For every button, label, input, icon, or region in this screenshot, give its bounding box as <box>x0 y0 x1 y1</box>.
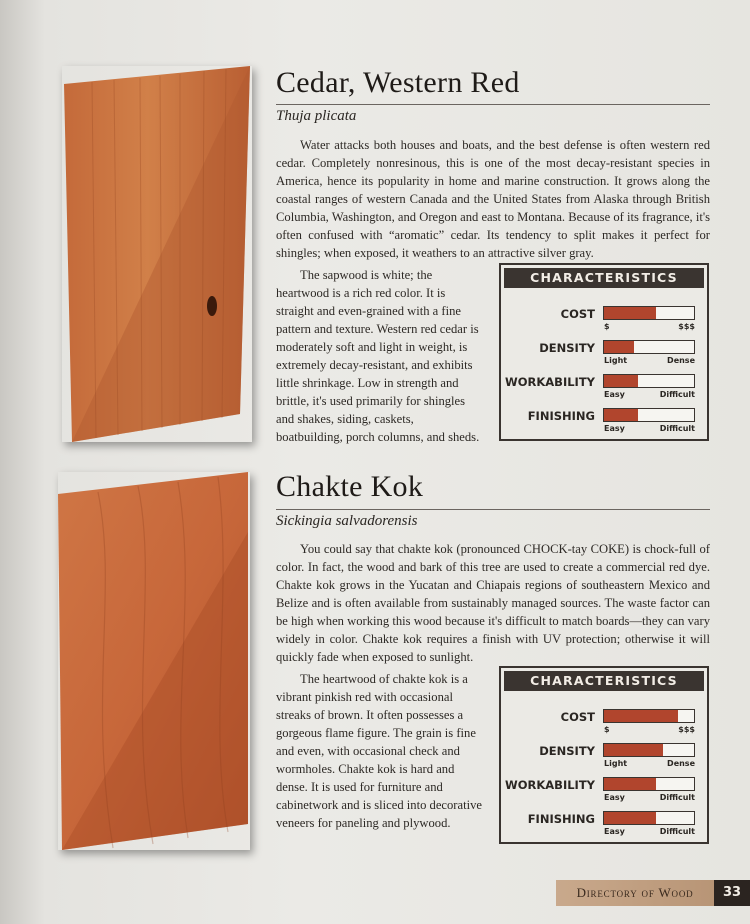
scientific-name: Thuja plicata <box>276 108 357 124</box>
characteristic-label: DENSITY <box>539 744 595 758</box>
scale-high-label: Difficult <box>659 827 695 836</box>
scale-high-label: Dense <box>667 759 695 768</box>
characteristic-label: WORKABILITY <box>505 375 595 389</box>
rating-bar <box>603 408 695 422</box>
characteristic-row-cost <box>501 706 707 736</box>
entry-title: Cedar, Western Red <box>276 66 520 99</box>
scale-high-label: Difficult <box>659 390 695 399</box>
title-rule <box>276 509 710 510</box>
characteristic-row-workability <box>501 774 707 804</box>
rating-bar-fill <box>604 710 678 722</box>
rating-bar-fill <box>604 307 656 319</box>
description-paragraph: Water attacks both houses and boats, and the best defense is often western red cedar. Completely nonresinous, this is one of the most decay-resistant species in America, hence its popularity in home and marine construction. It grows along the coastal ranges of western Canada and the United States from Alaska through British Columbia, Washington, and Oregon and east to Montana. Because of its fragrance, it's often confused with “aromatic” cedar. Its tendency to split makes it perfect for shingles; when exposed, it weathers to an attractive silver gray. <box>276 138 710 260</box>
scale-low-label: Easy <box>604 827 625 836</box>
rating-bar-fill <box>604 375 638 387</box>
entry-title: Chakte Kok <box>276 470 424 503</box>
description-paragraph: The heartwood of chakte kok is a vibrant pinkish red with occasional streaks of brown. It often possesses a gorgeous flame figure. The grain is fine and even, with occasional check and wormholes. Chakte kok is hard and dense. It is used for furniture and cabinetwork and is sliced into decorative veneers for paneling and plywood. <box>276 672 482 830</box>
characteristic-label: DENSITY <box>539 341 595 355</box>
characteristic-label: FINISHING <box>527 812 595 826</box>
rating-bar <box>603 340 695 354</box>
characteristic-row-finishing <box>501 405 707 435</box>
characteristic-label: WORKABILITY <box>505 778 595 792</box>
rating-bar <box>603 709 695 723</box>
cedar-wood-sample-image <box>62 66 252 442</box>
running-footer-section: Directory of Wood <box>556 880 714 906</box>
characteristic-row-density <box>501 740 707 770</box>
scientific-name: Sickingia salvadorensis <box>276 513 418 529</box>
characteristic-label: COST <box>560 710 595 724</box>
title-rule <box>276 104 710 105</box>
rating-bar <box>603 777 695 791</box>
rating-bar-fill <box>604 409 638 421</box>
characteristics-box <box>499 666 709 844</box>
scale-low-label: $ <box>604 322 610 331</box>
chakte-kok-wood-sample-image <box>58 472 250 850</box>
rating-bar <box>603 374 695 388</box>
characteristic-row-density <box>501 337 707 367</box>
scale-high-label: Difficult <box>659 793 695 802</box>
scale-high-label: $$$ <box>678 725 695 734</box>
scale-high-label: $$$ <box>678 322 695 331</box>
description-paragraph: The sapwood is white; the heartwood is a rich red color. It is straight and even-grained with a fine pattern and texture. Western red cedar is moderately soft and light in weight, is extremely decay-resistant, and exhibits little shrinkage. Low in strength and brittle, it's used primarily for shingles and shakes, siding, caskets, boatbuilding, porch columns, and sheds. <box>276 268 480 444</box>
rating-bar <box>603 811 695 825</box>
scale-low-label: Light <box>604 759 628 768</box>
page-number: 33 <box>714 880 750 906</box>
rating-bar-fill <box>604 744 663 756</box>
scale-low-label: Easy <box>604 390 625 399</box>
characteristic-row-cost <box>501 303 707 333</box>
rating-bar <box>603 743 695 757</box>
scale-low-label: Easy <box>604 793 625 802</box>
scale-low-label: Light <box>604 356 628 365</box>
scale-high-label: Dense <box>667 356 695 365</box>
scale-high-label: Difficult <box>659 424 695 433</box>
characteristics-heading: CHARACTERISTICS <box>504 268 704 288</box>
description-paragraph: You could say that chakte kok (pronounced CHOCK-tay COKE) is chock-full of color. In fact, the wood and bark of this tree are used to create a commercial red dye. Chakte kok grows in the Yucatan and Chiapais regions of southeastern Mexico and Belize and is often available from sustainably managed sources. The waste factor can be high when working this wood because it's difficult to match boards—they can vary widely in color. Chakte kok requires a finish with UV protection; otherwise it will quickly fade when exposed to sunlight. <box>276 542 710 664</box>
characteristic-row-finishing <box>501 808 707 838</box>
rating-bar-fill <box>604 341 634 353</box>
characteristic-row-workability <box>501 371 707 401</box>
characteristics-box <box>499 263 709 441</box>
scale-low-label: Easy <box>604 424 625 433</box>
rating-bar-fill <box>604 778 656 790</box>
rating-bar <box>603 306 695 320</box>
scale-low-label: $ <box>604 725 610 734</box>
characteristic-label: COST <box>560 307 595 321</box>
rating-bar-fill <box>604 812 656 824</box>
characteristics-heading: CHARACTERISTICS <box>504 671 704 691</box>
characteristic-label: FINISHING <box>527 409 595 423</box>
